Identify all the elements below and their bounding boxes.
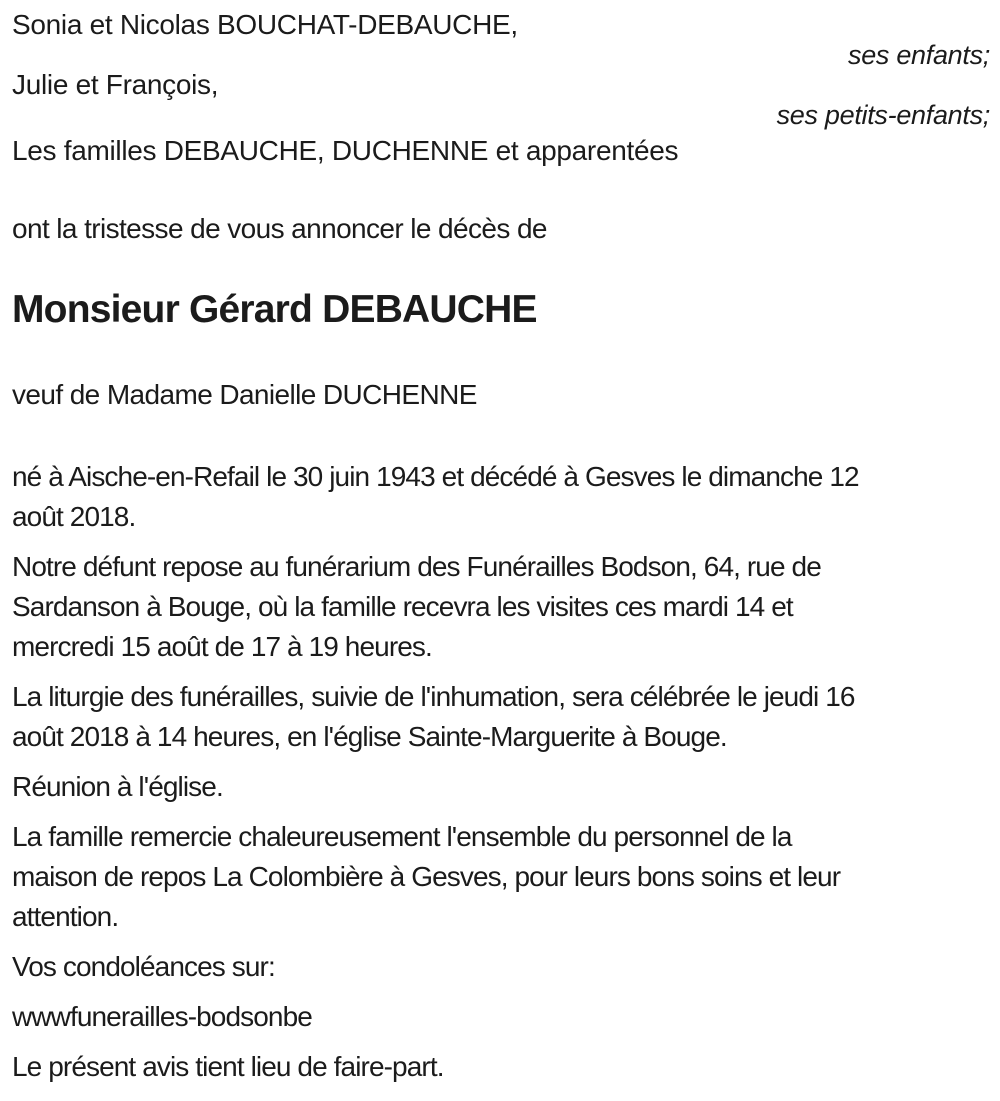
paragraph-notice-statement [12, 1047, 990, 1087]
deceased-name-title: Monsieur Gérard DEBAUCHE [12, 288, 537, 331]
paragraph-liturgy [12, 677, 990, 757]
families-line: Les familles DEBAUCHE, DUCHENNE et apparentées [12, 135, 679, 166]
relatives-names-children: Sonia et Nicolas BOUCHAT-DEBAUCHE, [12, 9, 518, 40]
relatives-section [12, 10, 990, 166]
relatives-names-grandchildren: Julie et François, [12, 69, 219, 100]
paragraph-condolences [12, 947, 990, 987]
text-line: Notre défunt repose au funérarium des Funérailles Bodson, 64, rue de [12, 551, 821, 582]
condolences-label: Vos condoléances sur: [12, 951, 275, 982]
relation-label-grandchildren: ses petits-enfants; [776, 100, 990, 130]
announcement-line: ont la tristesse de vous annoncer le décès de [12, 213, 547, 244]
text-line: Le présent avis tient lieu de faire-part. [12, 1051, 444, 1082]
paragraph-funeral-home [12, 547, 990, 667]
text-line: né à Aische-en-Refail le 30 juin 1943 et décédé à Gesves le dimanche 12 [12, 461, 859, 492]
text-line: août 2018. [12, 501, 136, 532]
text-line: attention. [12, 901, 119, 932]
paragraph-meeting [12, 767, 990, 807]
text-line: maison de repos La Colombière à Gesves, pour leurs bons soins et leur [12, 861, 841, 892]
relation-label-children: ses enfants; [848, 40, 990, 70]
text-line: mercredi 15 août de 17 à 19 heures. [12, 631, 432, 662]
paragraph-website [12, 997, 990, 1037]
paragraph-birth-death [12, 457, 990, 537]
text-line: Réunion à l'église. [12, 771, 223, 802]
paragraph-thanks [12, 817, 990, 937]
text-line: août 2018 à 14 heures, en l'église Sainte-Marguerite à Bouge. [12, 721, 727, 752]
condolences-website-link[interactable]: wwwfunerailles-bodsonbe [12, 1001, 312, 1032]
text-line: La liturgie des funérailles, suivie de l'inhumation, sera célébrée le jeudi 16 [12, 681, 855, 712]
text-line: Sardanson à Bouge, où la famille recevra les visites ces mardi 14 et [12, 591, 793, 622]
text-line: La famille remercie chaleureusement l'ensemble du personnel de la [12, 821, 792, 852]
widower-line: veuf de Madame Danielle DUCHENNE [12, 379, 477, 410]
